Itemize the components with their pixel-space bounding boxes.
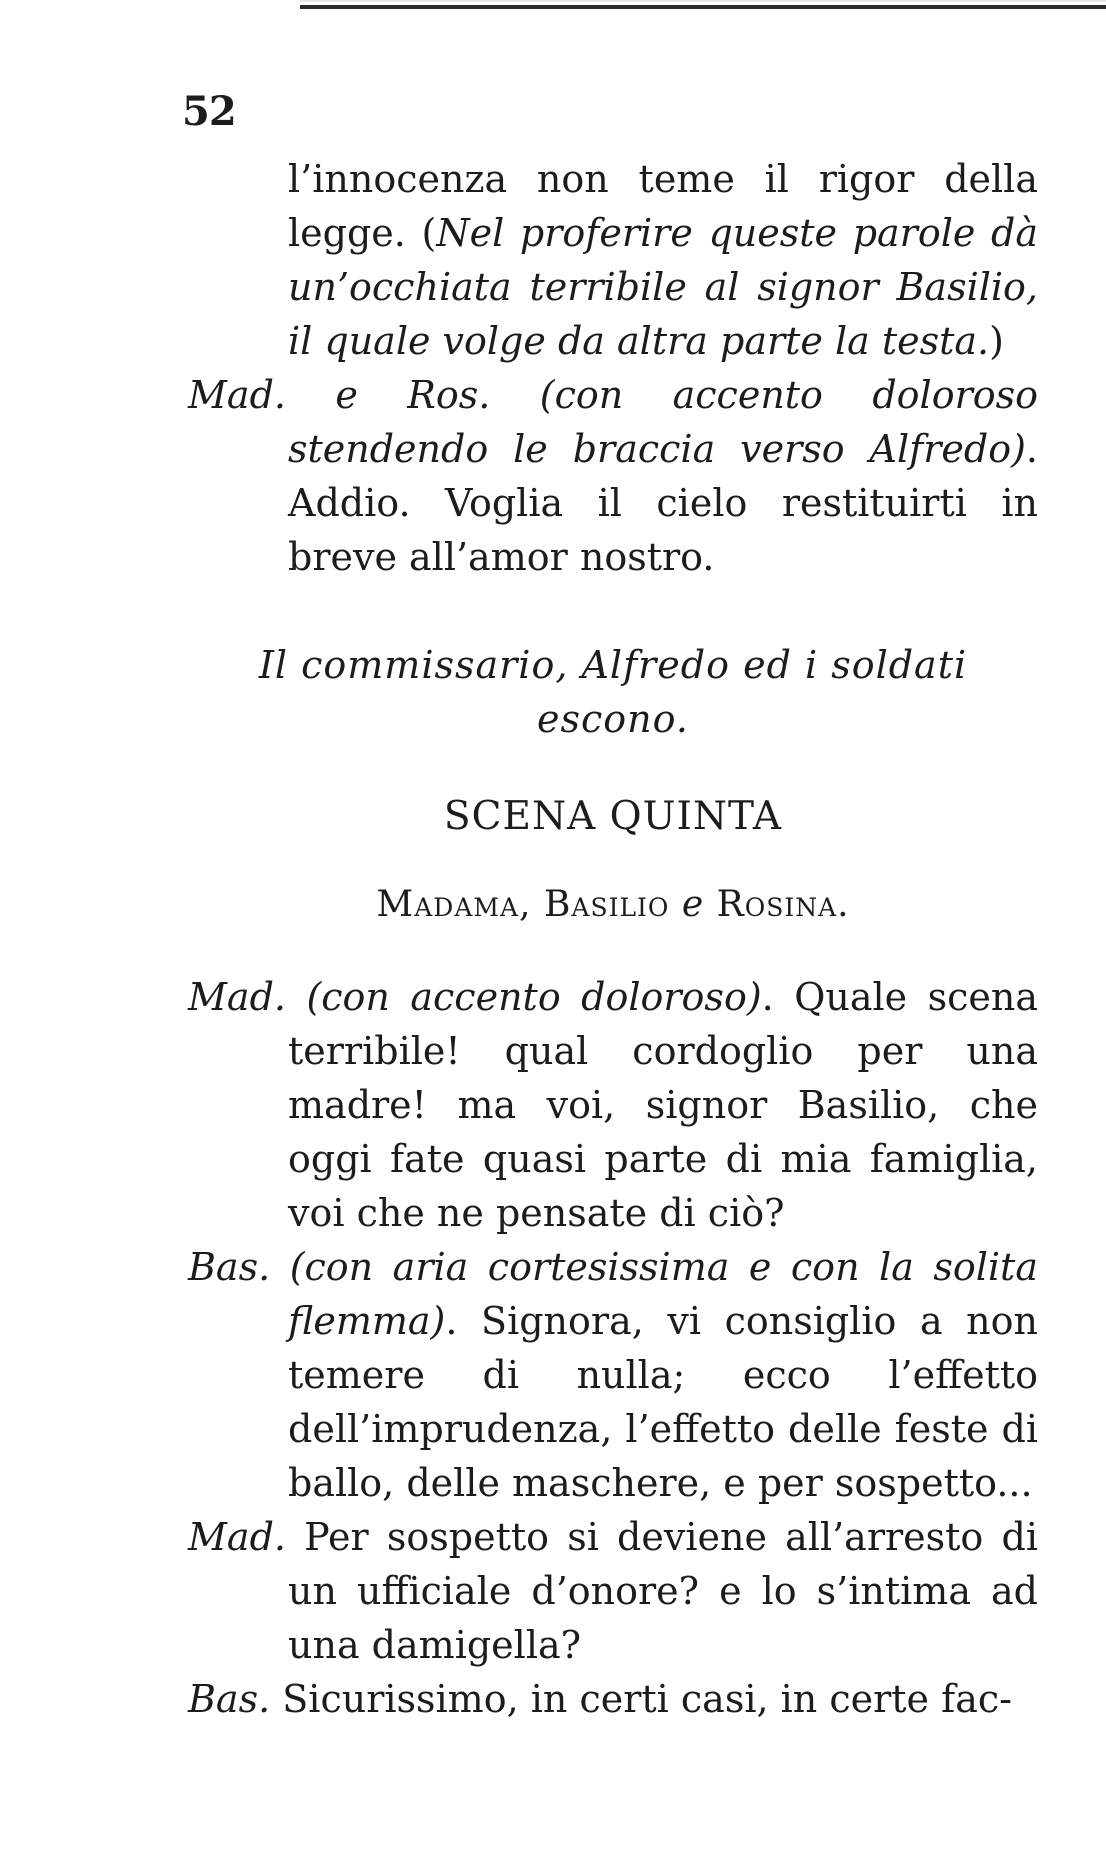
passage-6-speaker: Bas. bbox=[188, 1677, 271, 1721]
top-rule bbox=[300, 0, 1106, 9]
passage-3-stage-direction: (con accento doloroso) bbox=[306, 975, 762, 1019]
passage-4 bbox=[188, 1240, 1038, 1510]
page-body bbox=[188, 152, 1038, 1726]
passage-6 bbox=[188, 1672, 1038, 1726]
stage-direction-exit: Il commissario, Alfredo ed i soldati escono. bbox=[258, 643, 968, 741]
passage-2-stage-direction: (con accento doloroso stendendo le braccia verso Alfredo) bbox=[288, 373, 1038, 471]
passage-2-text: . Addio. Voglia il cielo restituirti in breve all’amor nostro. bbox=[288, 427, 1038, 579]
passage-1-stage-direction: Nel proferire queste parole dà un’occhiata terribile al signor Basilio, il quale volge da altra parte la testa. bbox=[288, 211, 1039, 363]
scene-characters bbox=[188, 878, 1038, 932]
page-number: 52 bbox=[182, 88, 236, 135]
passage-3-speaker: Mad. bbox=[188, 975, 286, 1019]
passage-6-text: Sicurissimo, in certi casi, in certe fac- bbox=[282, 1677, 1012, 1721]
character-rosina: Rosina. bbox=[716, 884, 850, 925]
character-conjunction: e bbox=[669, 884, 717, 925]
passage-5-text: Per sospetto si deviene all’arresto di un ufficiale d’onore? e lo s’intima ad una damigella? bbox=[288, 1515, 1038, 1667]
scene-title: SCENA QUINTA bbox=[443, 794, 783, 839]
passage-5 bbox=[188, 1510, 1038, 1672]
passage-4-text: . Signora, vi consiglio a non temere di nulla; ecco l’effetto dell’imprudenza, l’effetto delle feste di ballo, delle maschere, e per sospetto... bbox=[288, 1299, 1038, 1505]
character-basilio: Basilio bbox=[543, 884, 670, 925]
passage-2-speaker: Mad. e Ros. bbox=[188, 373, 491, 417]
passage-3 bbox=[188, 970, 1038, 1240]
passage-1-text: l’innocenza non teme il rigor della legge. ( bbox=[288, 157, 1038, 255]
character-madama: Madama, bbox=[376, 884, 532, 925]
passage-3-text: . Quale scena terribile! qual cordoglio per una madre! ma voi, signor Basilio, che oggi fate quasi parte di mia famiglia, voi che ne pensate di ciò? bbox=[288, 975, 1038, 1235]
passage-1 bbox=[188, 152, 1038, 368]
passage-5-speaker: Mad. bbox=[188, 1515, 286, 1559]
passage-4-stage-direction: (con aria cortesissima e con la solita flemma) bbox=[288, 1245, 1038, 1343]
passage-4-speaker: Bas. bbox=[188, 1245, 271, 1289]
passage-2 bbox=[188, 368, 1038, 584]
passage-1-close: ) bbox=[989, 319, 1004, 363]
